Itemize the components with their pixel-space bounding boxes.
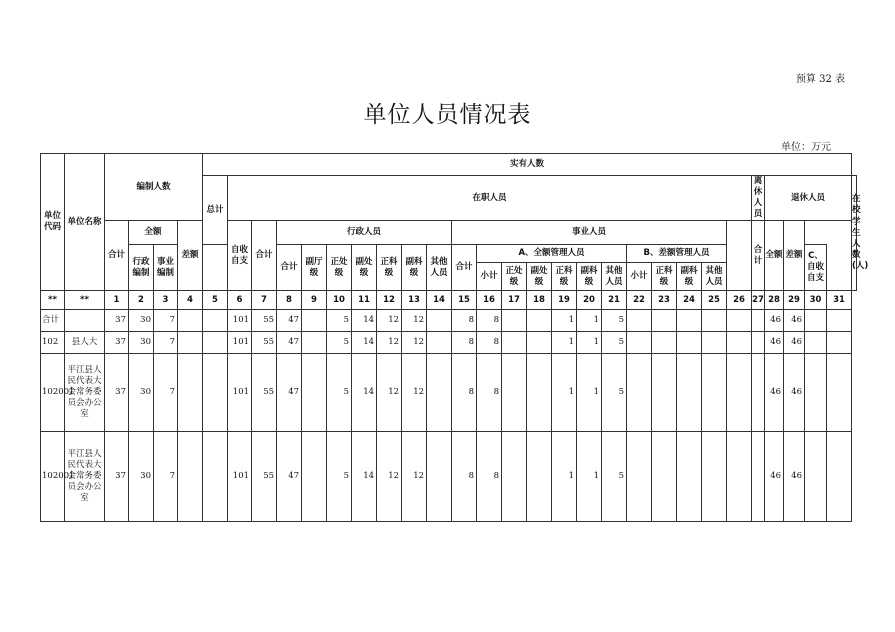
column-number: **: [41, 291, 65, 310]
value-cell: 8: [452, 332, 477, 354]
value-cell: [805, 332, 827, 354]
column-number: 26: [727, 291, 752, 310]
header-admin-staff: 行政人员: [277, 221, 452, 245]
value-cell: 55: [252, 432, 277, 522]
value-cell: [652, 354, 677, 432]
value-cell: 8: [477, 354, 502, 432]
unit-name-cell: 县人大: [65, 332, 105, 354]
column-number: 4: [178, 291, 203, 310]
header-inst-staff: 事业人员: [452, 221, 727, 245]
header-diff-amount: 差额: [178, 221, 203, 291]
header-a-deputy-div: 副处级: [527, 263, 552, 291]
value-cell: 8: [452, 310, 477, 332]
value-cell: 8: [452, 432, 477, 522]
value-cell: [727, 432, 752, 522]
header-staffing: 编制人数: [105, 154, 203, 221]
value-cell: [677, 310, 702, 332]
column-number: 18: [527, 291, 552, 310]
value-cell: 30: [129, 354, 154, 432]
value-cell: [702, 310, 727, 332]
value-cell: [727, 310, 752, 332]
value-cell: 12: [377, 310, 402, 332]
value-cell: 30: [129, 310, 154, 332]
column-number: 12: [377, 291, 402, 310]
column-number: 2: [129, 291, 154, 310]
value-cell: 12: [377, 354, 402, 432]
value-cell: [702, 354, 727, 432]
value-cell: 1: [577, 310, 602, 332]
header-admin-staffing: 行政编制: [129, 245, 154, 291]
value-cell: [527, 354, 552, 432]
header-total: 总计: [203, 176, 228, 245]
value-cell: [805, 354, 827, 432]
column-number: 10: [327, 291, 352, 310]
header-inst-staffing: 事业编制: [154, 245, 178, 291]
column-number: 14: [427, 291, 452, 310]
value-cell: [752, 354, 765, 432]
value-cell: 101: [228, 310, 252, 332]
header-a-other: 其他人员: [602, 263, 627, 291]
value-cell: [427, 354, 452, 432]
value-cell: 7: [154, 432, 178, 522]
value-cell: [827, 310, 852, 332]
header-deputy-dept: 副厅级: [302, 245, 327, 291]
header-admin-total: 合计: [277, 245, 302, 291]
page-title: 单位人员情况表: [363, 102, 532, 128]
value-cell: [677, 332, 702, 354]
column-number: 25: [702, 291, 727, 310]
column-number: 24: [677, 291, 702, 310]
header-actual: 实有人数: [203, 154, 852, 176]
header-a-div-chief: 正处级: [502, 263, 527, 291]
value-cell: [805, 432, 827, 522]
column-number: 20: [577, 291, 602, 310]
table-row: [41, 432, 857, 522]
value-cell: [203, 432, 228, 522]
value-cell: 30: [129, 332, 154, 354]
personnel-table: [40, 153, 869, 522]
column-number: 16: [477, 291, 502, 310]
header-b-sec-chief: 正科级: [652, 263, 677, 291]
column-number: 8: [277, 291, 302, 310]
value-cell: 47: [277, 354, 302, 432]
value-cell: 1: [552, 354, 577, 432]
value-cell: [627, 332, 652, 354]
value-cell: 1: [552, 310, 577, 332]
value-cell: [652, 432, 677, 522]
value-cell: 1: [577, 354, 602, 432]
value-cell: 55: [252, 354, 277, 432]
value-cell: [427, 332, 452, 354]
header-sec-chief: 正科级: [377, 245, 402, 291]
value-cell: 46: [784, 354, 805, 432]
header-in-service: 在职人员: [228, 176, 752, 221]
value-cell: [502, 310, 527, 332]
column-number: 29: [784, 291, 805, 310]
table-row: [41, 310, 857, 332]
value-cell: [203, 310, 228, 332]
value-cell: 30: [129, 432, 154, 522]
value-cell: [527, 310, 552, 332]
value-cell: 1: [577, 332, 602, 354]
table-row: [41, 332, 857, 354]
header-a-sec-chief: 正科级: [552, 263, 577, 291]
header-self-funded: 自收自支: [228, 221, 252, 291]
header-in-service-total: 合计: [252, 221, 277, 291]
value-cell: 47: [277, 332, 302, 354]
header-subtotal-b: 小计: [627, 263, 652, 291]
value-cell: 5: [602, 332, 627, 354]
value-cell: [427, 310, 452, 332]
column-number: 30: [805, 291, 827, 310]
value-cell: 37: [105, 332, 129, 354]
header-total-blank: [203, 245, 228, 291]
form-number: 预算 32 表: [795, 74, 845, 85]
value-cell: 5: [327, 332, 352, 354]
value-cell: 12: [402, 332, 427, 354]
value-cell: [178, 432, 203, 522]
header-other: 其他人员: [427, 245, 452, 291]
value-cell: [302, 354, 327, 432]
value-cell: 12: [402, 432, 427, 522]
value-cell: 7: [154, 354, 178, 432]
value-cell: 46: [765, 310, 784, 332]
value-cell: [178, 332, 203, 354]
value-cell: 14: [352, 332, 377, 354]
value-cell: [302, 432, 327, 522]
value-cell: 37: [105, 354, 129, 432]
column-number: **: [65, 291, 105, 310]
value-cell: 8: [477, 332, 502, 354]
unit-name-cell: [65, 310, 105, 332]
header-name: 单位名称: [65, 154, 105, 291]
data-rows: [41, 310, 857, 522]
value-cell: [702, 332, 727, 354]
value-cell: 12: [402, 310, 427, 332]
value-cell: [702, 432, 727, 522]
value-cell: 46: [784, 432, 805, 522]
column-number: 28: [765, 291, 784, 310]
value-cell: 46: [765, 432, 784, 522]
value-cell: 46: [784, 332, 805, 354]
value-cell: 47: [277, 432, 302, 522]
unit-name-cell: 平江县人民代表大会常务委员会办公室: [65, 432, 105, 522]
column-number: 6: [228, 291, 252, 310]
value-cell: 12: [377, 432, 402, 522]
header-inst-total: 合计: [452, 245, 477, 291]
value-cell: 55: [252, 310, 277, 332]
header-students: 在校学生人数(人): [852, 176, 857, 291]
unit-code-cell: 102: [41, 332, 65, 354]
value-cell: [727, 332, 752, 354]
value-cell: [502, 354, 527, 432]
value-cell: [427, 432, 452, 522]
value-cell: [827, 432, 852, 522]
column-number: 3: [154, 291, 178, 310]
value-cell: 8: [477, 432, 502, 522]
header-staffing-total: 合计: [105, 221, 129, 291]
value-cell: 5: [327, 310, 352, 332]
value-cell: 5: [602, 310, 627, 332]
value-cell: [805, 310, 827, 332]
header-retired-full: 全额: [765, 221, 784, 291]
value-cell: [302, 310, 327, 332]
value-cell: [752, 432, 765, 522]
header-a-deputy-sec: 副科级: [577, 263, 602, 291]
value-cell: [752, 332, 765, 354]
header-group-b: B、差额管理人员: [627, 245, 727, 263]
value-cell: 46: [765, 332, 784, 354]
value-cell: 101: [228, 332, 252, 354]
value-cell: [502, 332, 527, 354]
value-cell: 37: [105, 432, 129, 522]
value-cell: 1: [552, 332, 577, 354]
unit-code-cell: 合计: [41, 310, 65, 332]
value-cell: 55: [252, 332, 277, 354]
header-div-chief: 正处级: [327, 245, 352, 291]
column-number: 21: [602, 291, 627, 310]
unit-label: 单位：万元: [781, 142, 831, 153]
column-number: 15: [452, 291, 477, 310]
unit-name-cell: 平江县人民代表大会常务委员会办公室: [65, 354, 105, 432]
column-number-row: [41, 291, 857, 310]
table-row: [41, 354, 857, 432]
value-cell: [827, 332, 852, 354]
value-cell: 14: [352, 310, 377, 332]
column-number: 23: [652, 291, 677, 310]
value-cell: 101: [228, 354, 252, 432]
header-group-a: A、全额管理人员: [477, 245, 627, 263]
value-cell: 5: [602, 432, 627, 522]
value-cell: [827, 354, 852, 432]
value-cell: [652, 332, 677, 354]
value-cell: [178, 354, 203, 432]
value-cell: [627, 354, 652, 432]
value-cell: [652, 310, 677, 332]
value-cell: [502, 432, 527, 522]
value-cell: 12: [402, 354, 427, 432]
value-cell: [203, 332, 228, 354]
value-cell: 5: [327, 432, 352, 522]
header-retired: 退休人员: [765, 176, 852, 221]
header-group-c: C、自收自支: [805, 245, 827, 291]
value-cell: [727, 354, 752, 432]
value-cell: [752, 310, 765, 332]
unit-code-cell: 102001: [41, 432, 65, 522]
value-cell: 46: [765, 354, 784, 432]
header-b-other: 其他人员: [702, 263, 727, 291]
value-cell: 46: [784, 310, 805, 332]
value-cell: 14: [352, 432, 377, 522]
column-number: 22: [627, 291, 652, 310]
header-subtotal-a: 小计: [477, 263, 502, 291]
column-number: 5: [203, 291, 228, 310]
value-cell: [627, 310, 652, 332]
value-cell: [527, 432, 552, 522]
value-cell: 1: [577, 432, 602, 522]
column-number: 1: [105, 291, 129, 310]
column-number: 9: [302, 291, 327, 310]
header-full-amount: 全额: [129, 221, 178, 245]
value-cell: 8: [477, 310, 502, 332]
value-cell: [178, 310, 203, 332]
value-cell: 101: [228, 432, 252, 522]
value-cell: 7: [154, 332, 178, 354]
header-retired-off: 离休人员: [752, 176, 765, 221]
column-number: 31: [827, 291, 852, 310]
value-cell: 37: [105, 310, 129, 332]
header-b-deputy-sec: 副科级: [677, 263, 702, 291]
column-number: 19: [552, 291, 577, 310]
value-cell: 5: [327, 354, 352, 432]
header-code: 单位代码: [41, 154, 65, 291]
value-cell: 5: [602, 354, 627, 432]
value-cell: 1: [552, 432, 577, 522]
value-cell: 14: [352, 354, 377, 432]
value-cell: [527, 332, 552, 354]
value-cell: 7: [154, 310, 178, 332]
header-retired-total: 合计: [752, 221, 765, 291]
value-cell: 47: [277, 310, 302, 332]
header-retired-off-blank: [727, 221, 752, 291]
column-number: 17: [502, 291, 527, 310]
column-number: 13: [402, 291, 427, 310]
header-deputy-div: 副处级: [352, 245, 377, 291]
column-number: 7: [252, 291, 277, 310]
value-cell: [677, 432, 702, 522]
column-number: 27: [752, 291, 765, 310]
value-cell: 12: [377, 332, 402, 354]
unit-code-cell: 102001: [41, 354, 65, 432]
value-cell: 8: [452, 354, 477, 432]
value-cell: [302, 332, 327, 354]
header-deputy-sec: 副科级: [402, 245, 427, 291]
header-retired-diff: 差额: [784, 221, 805, 291]
value-cell: [677, 354, 702, 432]
column-number: 11: [352, 291, 377, 310]
value-cell: [627, 432, 652, 522]
value-cell: [203, 354, 228, 432]
